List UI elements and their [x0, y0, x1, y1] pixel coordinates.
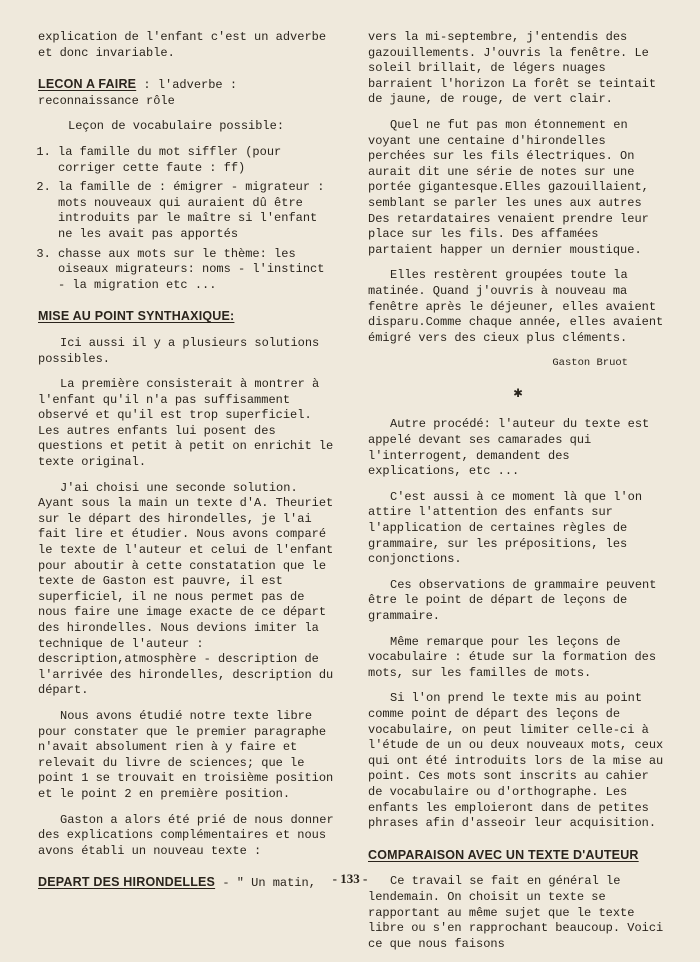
list-item: 2. la famille de : émigrer - migrateur : mots nouveaux qui auraient dû être introduits par le maître si l'enfant ne les avait pas apportés	[58, 180, 338, 242]
paragraph: J'ai choisi une seconde solution. Ayant sous la main un texte d'A. Theuriet sur le départ des hirondelles, je l'ai fait lire et étudier. Nous avons comparé le texte de l'auteur et celui de l'enfant pour aboutir à cette constatation que le texte de Gaston est pauvre, il est superficiel, il ne nous permet pas de nous faire une image exacte de ce départ des hirondelles. Nous devions imiter la technique de l'auteur : description,atmosphère - description de l'arrivée des hirondelles, description du départ.	[38, 480, 334, 698]
paragraph: Nous avons étudié notre texte libre pour constater que le premier paragraphe n'avait absolument rien à y faire et relevait du livre de sciences; que le point 1 se trouvait en troisième position et le point 2 en première position.	[38, 708, 334, 801]
list-item: 1. la famille du mot siffler (pour corriger cette faute : ff)	[58, 145, 338, 176]
paragraph: Ici aussi il y a plusieurs solutions possibles.	[38, 335, 320, 366]
paragraph: Autre procédé: l'auteur du texte est appelé devant ses camarades qui l'interrogent, demandent des explications, etc ...	[368, 417, 650, 479]
right-column	[368, 30, 668, 962]
section-heading: COMPARAISON AVEC UN TEXTE D'AUTEUR	[368, 847, 639, 862]
star-icon: ✱	[513, 384, 523, 402]
paragraph: Si l'on prend le texte mis au point comme point de départ des leçons de vocabulaire, on peut limiter celle-ci à l'étude de un ou deux nouveaux mots, ceux qui ont été introduits lors de la mise au point. Ces mots sont inscrits au cahier de vocabulaire ou d'orthographe. Les enfants les emploieront dans de petites phrases afin d'asseoir leur acquisition.	[368, 691, 664, 831]
section-text: : l'adverbe : reconnaissance rôle	[38, 78, 238, 108]
paragraph: Ce travail se fait en général le lendemain. On choisit un texte se rapportant au même sujet que le texte libre ou s'en rapprochant beaucoup. Voici ce que nous faisons	[368, 874, 664, 951]
vocab-list	[38, 145, 338, 293]
paragraph: Quel ne fut pas mon étonnement en voyant une centaine d'hirondelles perchées sur les fils électriques. On aurait dit une série de notes sur une portée gigantesque.Elles gazouillaient, semblant se parler les unes aux autres Des retardataires venaient prendre leur place sur les fils. Des affamées partaient happer un dernier moustique.	[368, 117, 649, 257]
mise-section	[38, 309, 338, 326]
paragraph: explication de l'enfant c'est un adverbe et donc invariable.	[38, 30, 327, 60]
left-column	[38, 30, 338, 902]
paragraph: Elles restèrent groupées toute la matinée. Quand j'ouvris à nouveau ma fenêtre après le déjeuner, elles avaient disparu.Comme chaque année, elles avaient émigré vers des cieux plus cléments.	[368, 268, 664, 345]
paragraph: Leçon de vocabulaire possible:	[68, 119, 285, 134]
lecon-section	[38, 77, 338, 109]
comparaison-section	[368, 848, 668, 865]
paragraph: La première consisterait à montrer à l'enfant qu'il n'a pas suffisamment observé et qu'il est trop superficiel. Les autres enfants lui posent des questions et petit à petit on enrichit le texte original.	[38, 377, 334, 470]
paragraph: Même remarque pour les leçons de vocabulaire : étude sur la formation des mots, sur les familles de mots.	[368, 634, 657, 680]
section-heading: MISE AU POINT SYNTHAXIQUE:	[38, 309, 235, 324]
paragraph: vers la mi-septembre, j'entendis des gazouillements. J'ouvris la fenêtre. Le soleil brillait, de légers nuages barraient l'horizon La forêt se teintait de jaune, de rouge, de vert clair.	[368, 30, 657, 107]
paragraph: Ces observations de grammaire peuvent être le point de départ de leçons de grammaire.	[368, 577, 657, 623]
list-item: 3. chasse aux mots sur le thème: les oiseaux migrateurs: noms - l'instinct - la migration etc ...	[58, 247, 338, 294]
section-heading: DEPART DES HIRONDELLES	[38, 875, 216, 890]
section-heading: LECON A FAIRE	[38, 77, 137, 92]
section-text: - " Un matin,	[222, 876, 316, 891]
paragraph: C'est aussi à ce moment là que l'on attire l'attention des enfants sur l'application de certaines règles de grammaire, sur les prépositions, les conjonctions.	[368, 489, 643, 567]
paragraph: Gaston a alors été prié de nous donner des explications complémentaires et nous avons établi un nouveau texte :	[38, 812, 334, 858]
signature: Gaston Bruot	[552, 357, 628, 370]
page-number: - 133 -	[332, 871, 368, 886]
